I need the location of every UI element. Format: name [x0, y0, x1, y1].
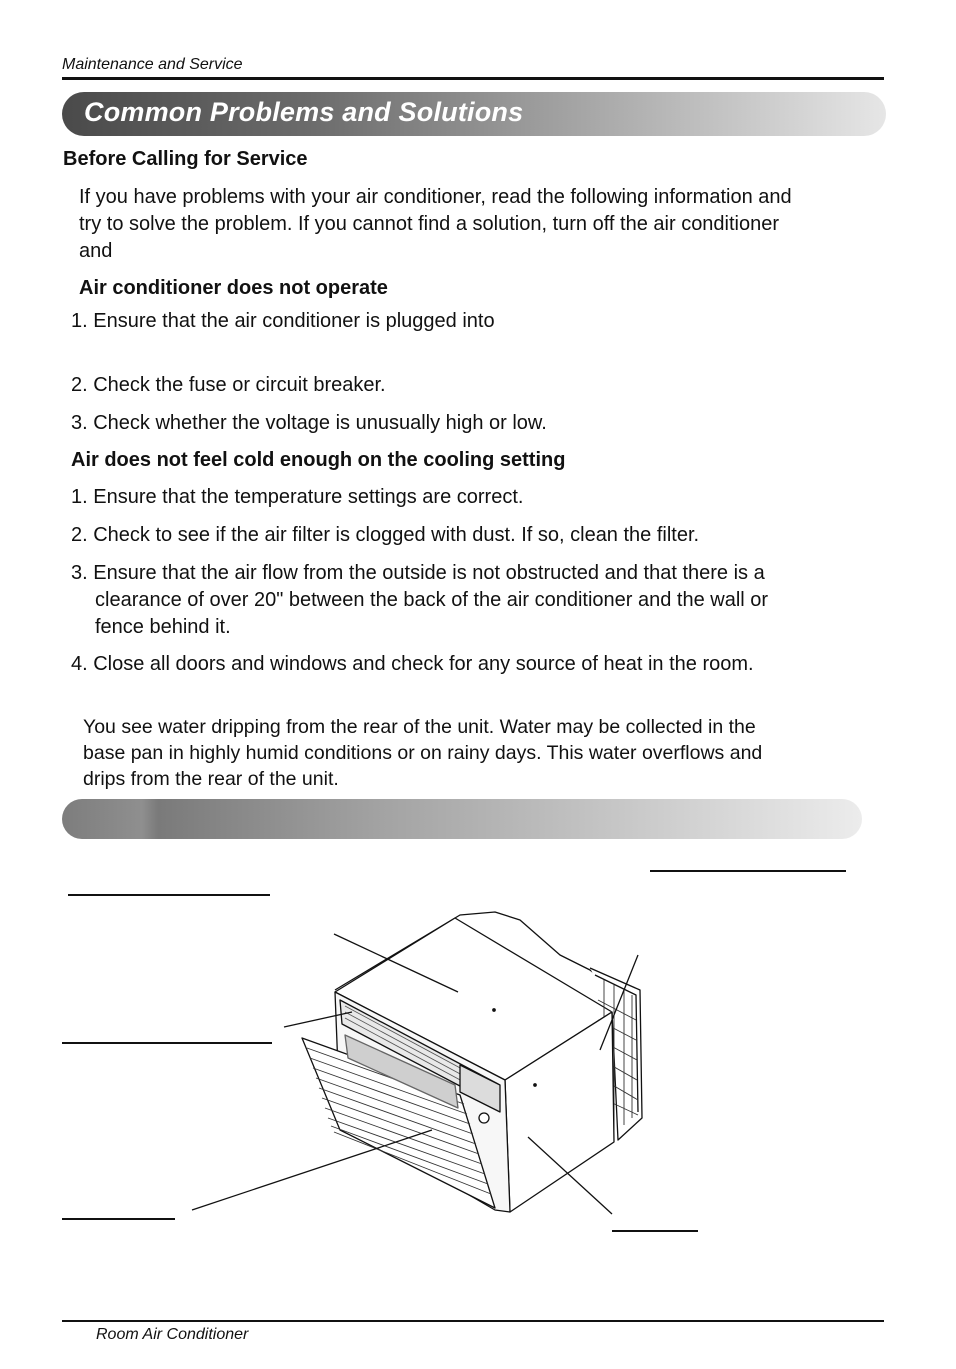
no-operate-item-1: 1. Ensure that the air conditioner is plugged into — [71, 310, 495, 332]
item-line: 3. Ensure that the air flow from the outside is not obstructed and that there is a — [71, 562, 765, 584]
intro-line: If you have problems with your air conditioner, read the following information and — [79, 186, 792, 208]
before-service-heading: Before Calling for Service — [63, 148, 308, 170]
not-cold-heading: Air does not feel cold enough on the cooling setting — [71, 449, 566, 471]
not-cold-item-1: 1. Ensure that the temperature settings are correct. — [71, 486, 524, 508]
item-line: fence behind it. — [95, 616, 231, 638]
dripping-line: drips from the rear of the unit. — [83, 768, 339, 790]
intro-line: try to solve the problem. If you cannot find a solution, turn off the air conditioner — [79, 213, 780, 235]
footer-divider — [62, 1320, 884, 1322]
footer-text: Room Air Conditioner — [96, 1326, 249, 1343]
no-operate-item-2: 2. Check the fuse or circuit breaker. — [71, 374, 386, 396]
dripping-line: You see water dripping from the rear of the unit. Water may be collected in the — [83, 716, 756, 738]
no-operate-item-3: 3. Check whether the voltage is unusually high or low. — [71, 412, 547, 434]
section-header: Maintenance and Service — [62, 56, 243, 73]
no-operate-heading: Air conditioner does not operate — [79, 277, 388, 299]
intro-line: and — [79, 240, 113, 262]
item-line: clearance of over 20" between the back of the air conditioner and the wall or — [95, 589, 769, 611]
dripping-line: base pan in highly humid conditions or on rainy days. This water overflows and — [83, 742, 763, 764]
not-cold-item-4: 4. Close all doors and windows and check for any source of heat in the room. — [71, 653, 754, 675]
not-cold-item-2: 2. Check to see if the air filter is clogged with dust. If so, clean the filter. — [71, 524, 700, 546]
page-title: Common Problems and Solutions — [84, 97, 524, 127]
